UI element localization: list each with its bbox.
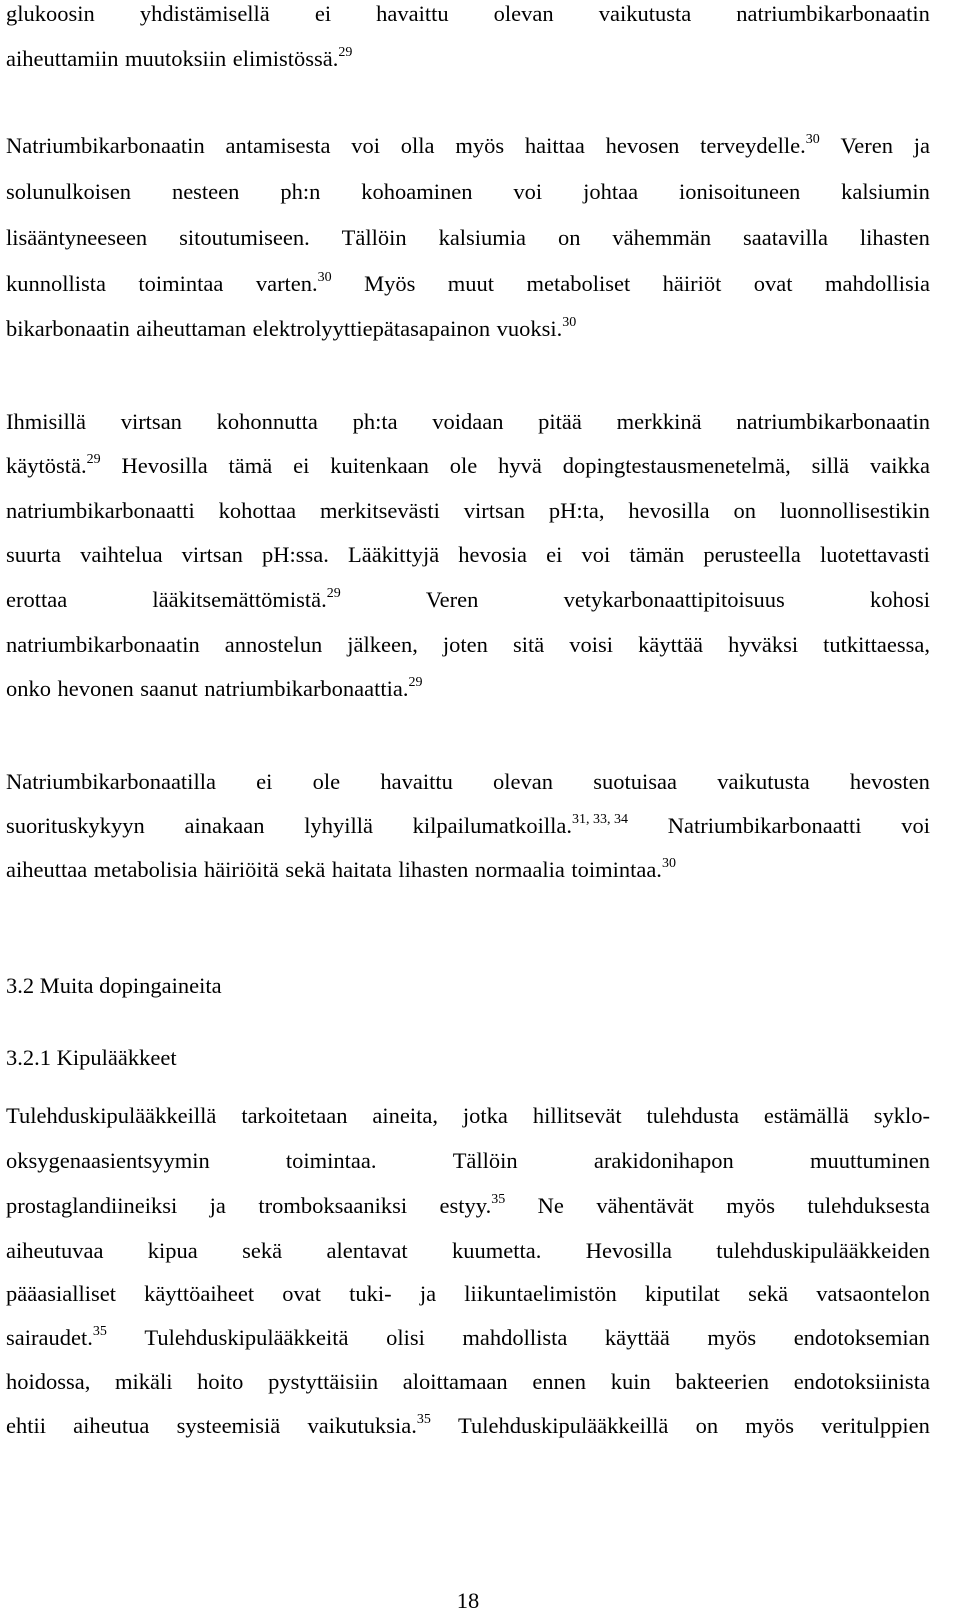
word: olevan — [493, 1, 554, 26]
word: lihasten — [859, 225, 930, 250]
word: virtsan — [181, 542, 243, 567]
word: sitoutumiseen. — [179, 225, 310, 250]
word: kalsiumia — [438, 225, 527, 250]
word: alentavat — [326, 1238, 408, 1263]
text-line — [6, 178, 930, 206]
word: Veren — [840, 133, 893, 158]
word: voi — [581, 542, 611, 567]
word: Hevosilla — [121, 453, 208, 478]
word: hoidossa, — [6, 1369, 91, 1394]
word: häiriöt — [662, 271, 722, 296]
word: voi — [901, 813, 930, 838]
word: ph:ta — [352, 409, 398, 434]
word: Natriumbikarbonaatin — [6, 133, 205, 158]
word: Natriumbikarbonaatti — [667, 813, 862, 838]
word: ei — [293, 453, 310, 478]
word: natriumbikarbonaatin — [736, 1, 930, 26]
word: kuitenkaan — [330, 453, 429, 478]
text-line — [6, 675, 930, 707]
word: kunnollista — [6, 271, 106, 296]
word: lääkitsemättömistä.$^{29}$ — [152, 586, 341, 612]
word: Lääkittyjä — [347, 542, 440, 567]
word: ovat — [282, 1281, 321, 1306]
text-line — [6, 452, 930, 484]
word: toimintaa — [138, 271, 224, 296]
word: dopingtestausmenetelmä, — [562, 453, 791, 478]
text-line — [6, 315, 930, 347]
word: natriumbikarbonaatti — [6, 498, 195, 523]
text-line — [6, 1102, 930, 1130]
word: syklo- — [873, 1103, 930, 1128]
word: antamisesta — [225, 133, 331, 158]
text-line — [6, 768, 930, 796]
text-line — [6, 856, 930, 888]
word: vaikka — [869, 453, 930, 478]
word: kohonnutta — [216, 409, 318, 434]
word: lisääntyneeseen — [6, 225, 148, 250]
word: natriumbikarbonaatin — [6, 632, 200, 657]
word: ennen — [532, 1369, 587, 1394]
text-line — [6, 497, 930, 525]
word: suurta — [6, 542, 61, 567]
word: Tällöin — [452, 1148, 518, 1173]
word: vaikutuksia.$^{35}$ — [307, 1412, 431, 1438]
word: aiheuttaman — [136, 316, 247, 341]
word: ei — [256, 769, 273, 794]
word: olisi — [386, 1325, 425, 1350]
word: lyhyillä — [304, 813, 373, 838]
word: varten.$^{30}$ — [255, 270, 332, 296]
word: kohoaminen — [361, 179, 473, 204]
word: ole — [312, 769, 341, 794]
word: toimintaa. — [285, 1148, 377, 1173]
text-line — [6, 812, 930, 844]
word: tämän — [629, 542, 685, 567]
word: kiputilat — [644, 1281, 720, 1306]
citation-superscript: 31, 33, 34 — [572, 812, 629, 827]
word: normaalia — [474, 857, 565, 882]
word: kilpailumatkoilla.$^{31, 33, 34}$ — [412, 812, 629, 838]
word: on — [733, 498, 757, 523]
text-line — [6, 1237, 930, 1265]
word: on — [557, 225, 581, 250]
word: suotuisaa — [593, 769, 677, 794]
word: vetykarbonaattipitoisuus — [563, 587, 785, 612]
word: yhdistämisellä — [139, 1, 270, 26]
citation-superscript: 35 — [92, 1324, 107, 1339]
word: hoito — [197, 1369, 244, 1394]
word: tulehdusta — [646, 1103, 739, 1128]
word: voidaan — [432, 409, 504, 434]
word: hevosten — [849, 769, 930, 794]
word: aiheutuvaa — [6, 1238, 104, 1263]
word: hevonen — [57, 676, 134, 701]
word: jälkeen, — [347, 632, 418, 657]
word: vuoksi.$^{30}$ — [496, 315, 577, 341]
word: estämällä — [763, 1103, 849, 1128]
word: nesteen — [171, 179, 240, 204]
word: ei — [314, 1, 332, 26]
word: onko — [6, 676, 51, 701]
word: jotka — [462, 1103, 508, 1128]
word: aloittamaan — [402, 1369, 508, 1394]
word: erottaa — [6, 587, 68, 612]
word: bakteerien — [675, 1369, 770, 1394]
word: saanut — [140, 676, 198, 701]
word: solunulkoisen — [6, 179, 132, 204]
word: ja — [209, 1193, 226, 1218]
word: ovat — [753, 271, 793, 296]
word: haittaa — [524, 133, 585, 158]
citation-superscript: 29 — [86, 452, 101, 467]
text-line — [6, 541, 930, 569]
word: luotettavasti — [819, 542, 930, 567]
word: vähentävät — [596, 1193, 694, 1218]
word: muutoksiin — [124, 46, 227, 71]
word: ja — [913, 133, 930, 158]
word: kohottaa — [218, 498, 297, 523]
citation-superscript: 35 — [416, 1412, 431, 1427]
text-line — [6, 631, 930, 659]
citation-superscript: 30 — [562, 315, 577, 330]
subsection-heading: 3.2.1 Kipulääkkeet — [6, 1045, 177, 1070]
word: tämä — [228, 453, 273, 478]
word: pH:ssa. — [262, 542, 329, 567]
word: toimintaa.$^{30}$ — [571, 856, 676, 882]
word: tulehduskipulääkkeiden — [716, 1238, 930, 1263]
word: merkkinä — [616, 409, 702, 434]
word: mikäli — [115, 1369, 173, 1394]
word: estyy.$^{35}$ — [439, 1192, 506, 1218]
word: Tulehduskipulääkkeillä — [458, 1413, 669, 1438]
word: Tällöin — [341, 225, 407, 250]
word: hevosen — [605, 133, 680, 158]
word: pystyttäisiin — [268, 1369, 379, 1394]
word: systeemisiä — [176, 1413, 281, 1438]
word: glukoosin — [6, 1, 95, 26]
word: luonnollisestikin — [779, 498, 930, 523]
word: Hevosilla — [585, 1238, 672, 1263]
text-line — [6, 224, 930, 252]
word: ehtii — [6, 1413, 46, 1438]
word: kuumetta. — [452, 1238, 542, 1263]
word: sekä — [242, 1238, 283, 1263]
word: Myös — [364, 271, 416, 296]
word: Tulehduskipulääkkeillä — [6, 1103, 217, 1128]
word: veritulppien — [821, 1413, 930, 1438]
word: aiheuttaa — [6, 857, 88, 882]
word: elimistössä.$^{29}$ — [232, 45, 353, 71]
word: sairaudet.$^{35}$ — [6, 1324, 107, 1350]
word: hevosia — [458, 542, 528, 567]
word: kohosi — [869, 587, 930, 612]
word: annostelun — [224, 632, 323, 657]
word: perusteella — [703, 542, 801, 567]
word: pitää — [538, 409, 582, 434]
text-line — [6, 408, 930, 436]
word: käyttää — [638, 632, 704, 657]
word: lihasten — [398, 857, 469, 882]
word: tuki- — [349, 1281, 392, 1306]
word: vaihtelua — [80, 542, 163, 567]
text-line — [6, 1280, 930, 1308]
word: pääasialliset — [6, 1281, 116, 1306]
word: metaboliset — [526, 271, 631, 296]
text-line — [6, 1412, 930, 1444]
word: myös — [707, 1325, 757, 1350]
word: Natriumbikarbonaatilla — [6, 769, 216, 794]
word: mahdollista — [462, 1325, 568, 1350]
word: ainakaan — [184, 813, 265, 838]
text-line — [6, 1192, 930, 1224]
text-line — [6, 1147, 930, 1175]
text-line — [6, 586, 930, 618]
citation-superscript: 30 — [661, 856, 676, 871]
text-line — [6, 1324, 930, 1356]
citation-superscript: 35 — [491, 1192, 506, 1207]
word: sekä — [285, 857, 326, 882]
word: suorituskykyyn — [6, 813, 145, 838]
text-line — [6, 132, 930, 164]
word: olevan — [493, 769, 554, 794]
word: muuttuminen — [809, 1148, 930, 1173]
word: kipua — [147, 1238, 198, 1263]
word: sillä — [811, 453, 850, 478]
word: sekä — [748, 1281, 789, 1306]
word: on — [695, 1413, 719, 1438]
word: merkitsevästi — [319, 498, 440, 523]
word: olla — [400, 133, 435, 158]
word: ei — [546, 542, 563, 567]
citation-superscript: 30 — [317, 270, 332, 285]
word: voi — [513, 179, 543, 204]
word: natriumbikarbonaatin — [736, 409, 930, 434]
word: voi — [351, 133, 380, 158]
word: muut — [447, 271, 495, 296]
text-line — [6, 45, 930, 77]
word: hyvä — [498, 453, 542, 478]
word: mahdollisia — [824, 271, 930, 296]
word: Ihmisillä — [6, 409, 86, 434]
word: kuin — [610, 1369, 651, 1394]
word: aineita, — [372, 1103, 439, 1128]
citation-superscript: 29 — [326, 586, 341, 601]
word: aiheuttamiin — [6, 46, 119, 71]
word: havaittu — [376, 1, 449, 26]
word: käyttöaiheet — [144, 1281, 255, 1306]
word: vaikutusta — [598, 1, 692, 26]
citation-superscript: 29 — [338, 45, 353, 60]
word: elektrolyyttiepätasapainon — [252, 316, 491, 341]
word: ole — [449, 453, 478, 478]
word: prostaglandiineiksi — [6, 1193, 178, 1218]
word: liikuntaelimistön — [464, 1281, 617, 1306]
word: ph:n — [280, 179, 321, 204]
word: myös — [745, 1413, 795, 1438]
word: terveydelle.$^{30}$ — [700, 132, 820, 158]
word: myös — [726, 1193, 775, 1218]
word: vatsaontelon — [816, 1281, 930, 1306]
word: Veren — [425, 587, 479, 612]
word: bikarbonaatin — [6, 316, 130, 341]
word: kalsiumin — [841, 179, 930, 204]
word: saatavilla — [743, 225, 828, 250]
word: virtsan — [120, 409, 182, 434]
word: haitata — [331, 857, 392, 882]
word: tromboksaaniksi — [258, 1193, 408, 1218]
word: hillitsevät — [532, 1103, 622, 1128]
text-line — [6, 270, 930, 302]
word: vähemmän — [612, 225, 712, 250]
word: voisi — [569, 632, 614, 657]
page-number: 18 — [456, 1588, 480, 1613]
word: oksygenaasientsyymin — [6, 1148, 210, 1173]
word: sitä — [512, 632, 545, 657]
word: tulehduksesta — [807, 1193, 930, 1218]
text-line — [6, 0, 930, 28]
word: myös — [455, 133, 505, 158]
word: johtaa — [583, 179, 639, 204]
citation-superscript: 29 — [408, 675, 423, 690]
word: virtsan — [463, 498, 526, 523]
word: tutkittaessa, — [823, 632, 930, 657]
word: metabolisia — [93, 857, 198, 882]
word: vaikutusta — [717, 769, 810, 794]
citation-superscript: 30 — [805, 132, 820, 147]
word: ionisoituneen — [679, 179, 801, 204]
word: häiriöitä — [203, 857, 279, 882]
word: tarkoitetaan — [241, 1103, 348, 1128]
word: Ne — [537, 1193, 564, 1218]
word: Tulehduskipulääkkeitä — [144, 1325, 349, 1350]
word: natriumbikarbonaattia.$^{29}$ — [204, 675, 423, 701]
text-line — [6, 1368, 930, 1396]
word: arakidonihapon — [593, 1148, 734, 1173]
word: endotoksiinista — [793, 1369, 930, 1394]
section-heading: 3.2 Muita dopingaineita — [6, 973, 222, 998]
word: ja — [419, 1281, 437, 1306]
word: hyväksi — [728, 632, 799, 657]
word: pH:ta, — [548, 498, 605, 523]
word: endotoksemian — [793, 1325, 930, 1350]
word: käytöstä.$^{29}$ — [6, 452, 101, 478]
word: käyttää — [604, 1325, 670, 1350]
word: joten — [442, 632, 488, 657]
word: havaittu — [380, 769, 453, 794]
word: aiheutua — [73, 1413, 150, 1438]
word: hevosilla — [628, 498, 710, 523]
